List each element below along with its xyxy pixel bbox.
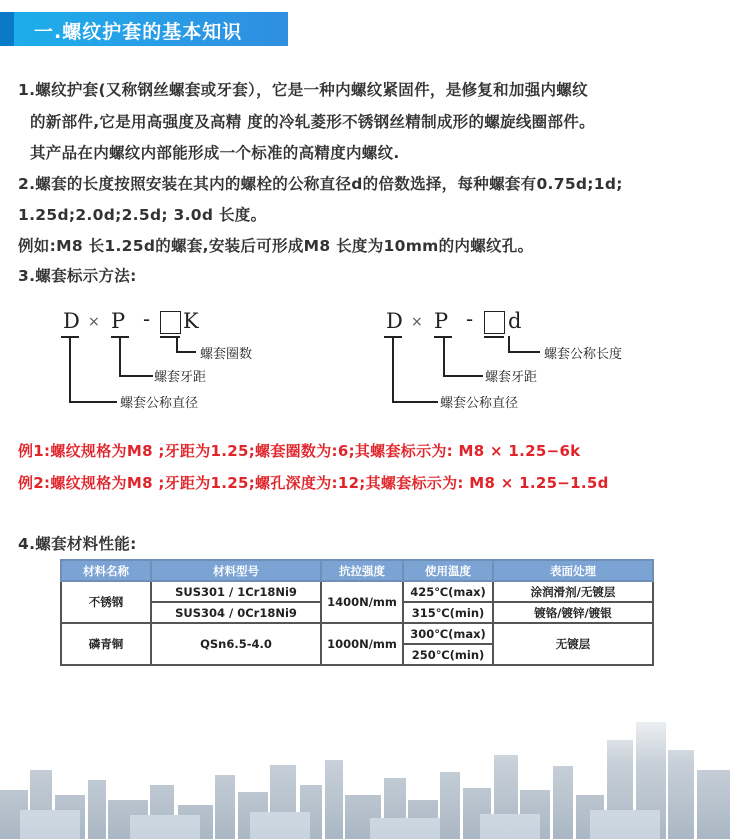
section-title: 一.螺纹护套的基本知识 bbox=[34, 21, 243, 43]
cell-stainless-temp-2: 315℃(min) bbox=[403, 602, 493, 623]
diagram-right-line-length-v bbox=[508, 336, 510, 352]
diagram-left-label-diameter: 螺套公称直径 bbox=[120, 396, 199, 411]
paragraph-1-line-1: 1.螺纹护套(又称钢丝螺套或牙套），它是一种内螺纹紧固件，是修复和加强内螺纹 bbox=[18, 81, 588, 99]
diagram-left-label-turns: 螺套圈数 bbox=[200, 347, 253, 362]
cell-stainless-name: 不锈钢 bbox=[61, 581, 151, 623]
diagram-left-line-pitch-h bbox=[119, 375, 153, 377]
diagram-right-label-diameter: 螺套公称直径 bbox=[440, 396, 519, 411]
diagram-left-line-diameter-v bbox=[69, 336, 71, 402]
table-row bbox=[61, 623, 653, 644]
paragraph-3-title: 3.螺套标示方法: bbox=[18, 267, 137, 285]
paragraph-4-title: 4.螺套材料性能: bbox=[18, 535, 137, 553]
title-accent-stripe bbox=[0, 12, 14, 46]
paragraph-1-line-3: 其产品在内螺纹内部能形成一个标准的高精度内螺纹. bbox=[30, 144, 400, 162]
diagram-right-d: D bbox=[386, 309, 403, 333]
diagram-left-dash: - bbox=[143, 307, 151, 331]
table-header-row bbox=[61, 560, 653, 581]
cell-bronze-strength: 1000N/mm bbox=[321, 623, 403, 665]
th-tensile-strength: 抗拉强度 bbox=[321, 560, 403, 581]
diagram-right-label-pitch: 螺套牙距 bbox=[485, 370, 538, 385]
diagram-right-line-length-h bbox=[508, 351, 540, 353]
cell-bronze-name: 磷青铜 bbox=[61, 623, 151, 665]
cell-stainless-temp-1: 425℃(max) bbox=[403, 581, 493, 602]
paragraph-2-example: 例如:M8 长1.25d的螺套,安装后可形成M8 长度为10mm的内螺纹孔。 bbox=[18, 237, 534, 255]
th-material-model: 材料型号 bbox=[151, 560, 321, 581]
cell-bronze-temp-2: 250℃(min) bbox=[403, 644, 493, 665]
diagram-right-line-diameter-h bbox=[392, 401, 438, 403]
cell-stainless-surface-1: 涂润滑剂/无镀层 bbox=[493, 581, 653, 602]
cell-bronze-surface: 无镀层 bbox=[493, 623, 653, 665]
diagram-left-box bbox=[160, 311, 181, 334]
material-spec-table bbox=[60, 559, 654, 666]
diagram-right-times: × bbox=[411, 314, 423, 330]
diagram-right-p: P bbox=[434, 309, 449, 333]
cell-stainless-surface-2: 镀铬/镀锌/镀银 bbox=[493, 602, 653, 623]
diagram-left-times: × bbox=[88, 314, 100, 330]
paragraph-2-line-1: 2.螺套的长度按照安装在其内的螺栓的公称直径d的倍数选择，每种螺套有0.75d;1d; bbox=[18, 175, 623, 193]
diagram-right-dlen: d bbox=[508, 309, 522, 333]
diagram-right-dash: - bbox=[466, 307, 474, 331]
section-title-bar bbox=[0, 12, 288, 46]
example-1: 例1:螺纹规格为M8 ;牙距为1.25;螺套圈数为:6;其螺套标示为: M8 × 1.25−6k bbox=[18, 442, 581, 460]
paragraph-2-line-2: 1.25d;2.0d;2.5d; 3.0d 长度。 bbox=[18, 206, 267, 224]
table-row bbox=[61, 581, 653, 602]
diagram-left-line-pitch-v bbox=[119, 336, 121, 376]
cell-stainless-strength: 1400N/mm bbox=[321, 581, 403, 623]
th-surface-treatment: 表面处理 bbox=[493, 560, 653, 581]
paragraph-1-line-2: 的新部件,它是用高强度及高精 度的冷轧菱形不锈钢丝精制成形的螺旋线圈部件。 bbox=[30, 113, 595, 131]
example-2: 例2:螺纹规格为M8 ;牙距为1.25;螺孔深度为:12;其螺套标示为: M8 × 1.25−1.5d bbox=[18, 474, 609, 492]
diagram-right-line-pitch-h bbox=[443, 375, 483, 377]
diagram-left-line-turns-h bbox=[176, 351, 196, 353]
diagram-left-line-turns-v bbox=[176, 336, 178, 352]
diagram-left-k: K bbox=[183, 309, 199, 333]
diagram-right-line-pitch-v bbox=[443, 336, 445, 376]
diagram-left-label-pitch: 螺套牙距 bbox=[154, 370, 207, 385]
cell-bronze-model: QSn6.5-4.0 bbox=[151, 623, 321, 665]
city-skyline-image bbox=[0, 700, 730, 839]
th-temperature: 使用温度 bbox=[403, 560, 493, 581]
cell-stainless-model-1: SUS301 / 1Cr18Ni9 bbox=[151, 581, 321, 602]
diagram-left-p: P bbox=[111, 309, 126, 333]
th-material-name: 材料名称 bbox=[61, 560, 151, 581]
diagram-right-label-length: 螺套公称长度 bbox=[544, 347, 623, 362]
diagram-right-box bbox=[484, 311, 505, 334]
diagram-right-underline-box bbox=[484, 336, 504, 338]
diagram-left-line-diameter-h bbox=[69, 401, 117, 403]
diagram-right-line-diameter-v bbox=[392, 336, 394, 402]
cell-stainless-model-2: SUS304 / 0Cr18Ni9 bbox=[151, 602, 321, 623]
cell-bronze-temp-1: 300℃(max) bbox=[403, 623, 493, 644]
diagram-left-d: D bbox=[63, 309, 80, 333]
